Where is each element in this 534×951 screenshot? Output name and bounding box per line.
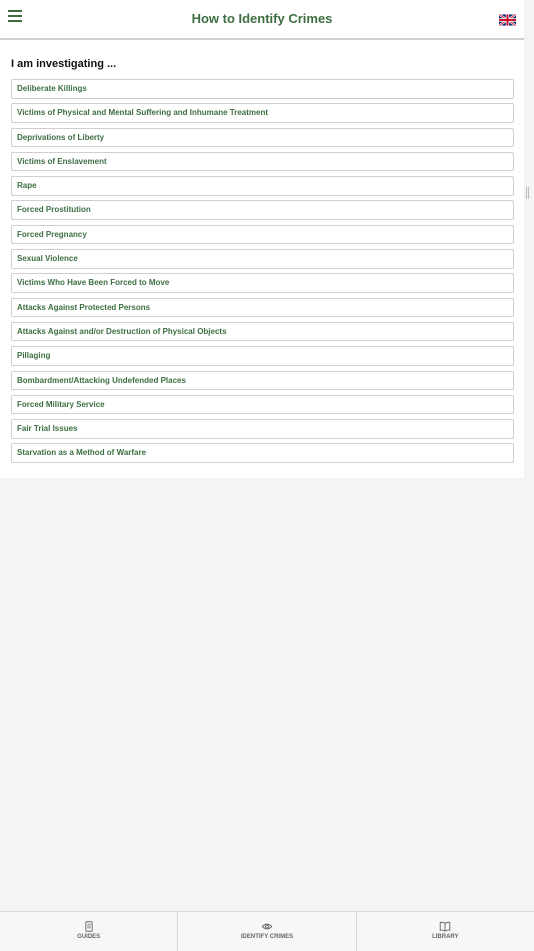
document-icon [83,921,95,932]
nav-label-guides: GUIDES [77,934,101,940]
crime-item-physical-mental-suffering[interactable]: Victims of Physical and Mental Suffering and Inhumane Treatment [11,103,514,123]
app-header [0,0,524,40]
scrollbar-handle[interactable] [526,187,529,199]
crime-item-forced-military-service[interactable]: Forced Military Service [11,395,514,415]
language-button[interactable] [499,13,516,25]
crime-item-deprivations-of-liberty[interactable]: Deprivations of Liberty [11,128,514,148]
nav-label-identify-crimes: IDENTIFY CRIMES [240,934,294,940]
nav-guides[interactable] [0,912,178,951]
crime-list [11,79,514,468]
section-heading: I am investigating ... [11,58,117,70]
crime-item-forced-pregnancy[interactable]: Forced Pregnancy [11,225,514,245]
eye-icon [261,921,273,932]
nav-identify-crimes[interactable] [178,912,356,951]
crime-item-physical-objects[interactable]: Attacks Against and/or Destruction of Physical Objects [11,322,514,342]
main-content [0,0,524,478]
crime-item-rape[interactable]: Rape [11,176,514,196]
crime-item-starvation[interactable]: Starvation as a Method of Warfare [11,443,514,463]
crime-item-forced-prostitution[interactable]: Forced Prostitution [11,200,514,220]
bottom-nav [0,911,534,951]
nav-library[interactable] [357,912,534,951]
crime-item-fair-trial-issues[interactable]: Fair Trial Issues [11,419,514,439]
crime-item-sexual-violence[interactable]: Sexual Violence [11,249,514,269]
uk-flag-icon [499,14,516,26]
crime-item-protected-persons[interactable]: Attacks Against Protected Persons [11,298,514,318]
crime-item-forced-to-move[interactable]: Victims Who Have Been Forced to Move [11,273,514,293]
crime-item-enslavement[interactable]: Victims of Enslavement [11,152,514,172]
nav-label-library: LIBRARY [432,934,459,940]
crime-item-deliberate-killings[interactable]: Deliberate Killings [11,79,514,99]
crime-item-bombardment[interactable]: Bombardment/Attacking Undefended Places [11,371,514,391]
book-icon [439,921,451,932]
crime-item-pillaging[interactable]: Pillaging [11,346,514,366]
page-title: How to Identify Crimes [191,11,333,26]
